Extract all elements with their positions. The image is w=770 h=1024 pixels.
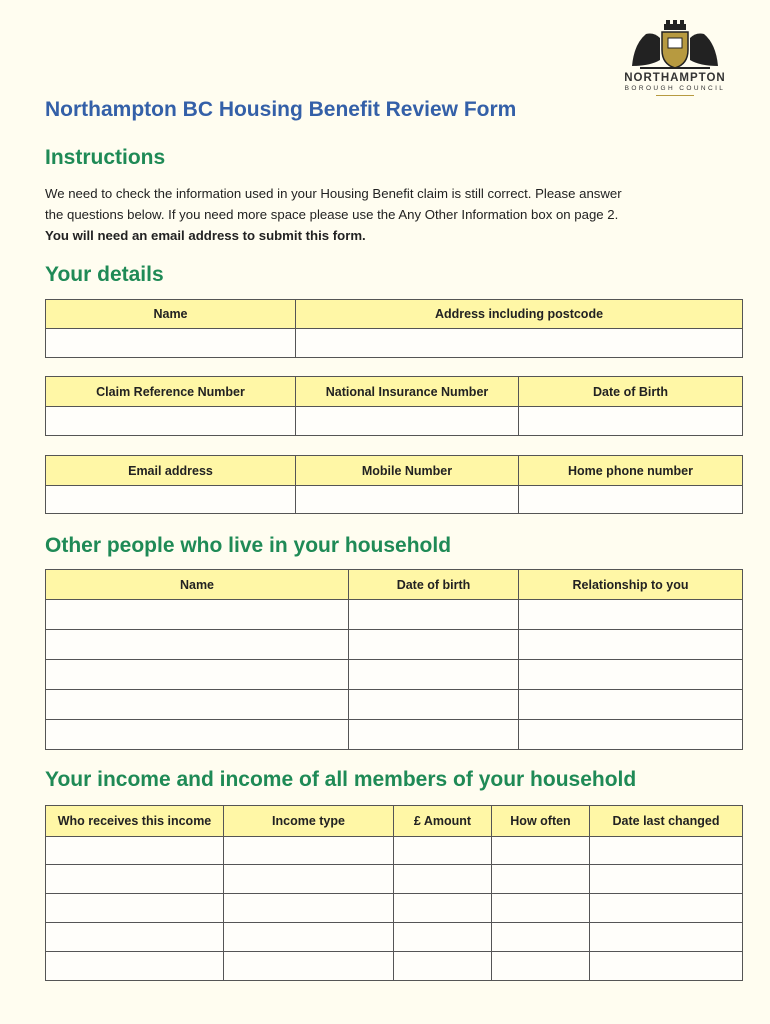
household-dob-cell[interactable]: [349, 720, 519, 750]
instructions-text: [45, 183, 735, 246]
income-date-cell[interactable]: [590, 923, 743, 952]
table-row: [46, 952, 743, 981]
household-header-relationship: Relationship to you: [519, 570, 743, 600]
income-table: [45, 805, 743, 981]
income-heading: Your income and income of all members of your household: [45, 768, 637, 791]
income-frequency-cell[interactable]: [492, 952, 590, 981]
household-name-cell[interactable]: [46, 660, 349, 690]
header-name: Name: [46, 300, 296, 329]
household-name-cell[interactable]: [46, 630, 349, 660]
income-type-cell[interactable]: [224, 837, 394, 865]
household-dob-cell[interactable]: [349, 690, 519, 720]
instructions-line-2: the questions below. If you need more space please use the Any Other Information box on page 2.: [45, 207, 619, 222]
household-header-name: Name: [46, 570, 349, 600]
logo-divider: [656, 95, 694, 96]
coat-of-arms-icon: [620, 20, 730, 72]
mobile-field[interactable]: [296, 486, 519, 514]
income-header-frequency: How often: [492, 806, 590, 837]
household-dob-cell[interactable]: [349, 660, 519, 690]
income-header-date-changed: Date last changed: [590, 806, 743, 837]
instructions-line-1: We need to check the information used in your Housing Benefit claim is still correct. Please answer: [45, 186, 622, 201]
table-row: [46, 923, 743, 952]
household-name-cell[interactable]: [46, 600, 349, 630]
household-relationship-cell[interactable]: [519, 720, 743, 750]
income-frequency-cell[interactable]: [492, 923, 590, 952]
address-field[interactable]: [296, 329, 743, 358]
table-row: [46, 837, 743, 865]
household-relationship-cell[interactable]: [519, 630, 743, 660]
income-date-cell[interactable]: [590, 837, 743, 865]
email-field[interactable]: [46, 486, 296, 514]
your-details-heading: Your details: [45, 263, 164, 286]
income-date-cell[interactable]: [590, 952, 743, 981]
details-table-reference: [45, 376, 743, 436]
household-relationship-cell[interactable]: [519, 690, 743, 720]
income-header-recipient: Who receives this income: [46, 806, 224, 837]
income-type-cell[interactable]: [224, 923, 394, 952]
income-frequency-cell[interactable]: [492, 837, 590, 865]
table-row: [46, 630, 743, 660]
header-date-of-birth: Date of Birth: [519, 377, 743, 407]
table-row: [46, 865, 743, 894]
income-amount-cell[interactable]: [394, 952, 492, 981]
date-of-birth-field[interactable]: [519, 407, 743, 436]
logo-subtitle: BOROUGH COUNCIL: [624, 85, 726, 92]
income-type-cell[interactable]: [224, 865, 394, 894]
income-header-type: Income type: [224, 806, 394, 837]
instructions-heading: Instructions: [45, 146, 166, 169]
income-amount-cell[interactable]: [394, 894, 492, 923]
form-title: Northampton BC Housing Benefit Review Form: [45, 98, 517, 121]
header-email: Email address: [46, 456, 296, 486]
income-header-amount: £ Amount: [394, 806, 492, 837]
income-recipient-cell[interactable]: [46, 865, 224, 894]
household-relationship-cell[interactable]: [519, 660, 743, 690]
header-address: Address including postcode: [296, 300, 743, 329]
income-recipient-cell[interactable]: [46, 894, 224, 923]
table-row: [46, 720, 743, 750]
table-row: [46, 660, 743, 690]
header-home-phone: Home phone number: [519, 456, 743, 486]
claim-reference-field[interactable]: [46, 407, 296, 436]
national-insurance-field[interactable]: [296, 407, 519, 436]
instructions-line-3: You will need an email address to submit this form.: [45, 228, 366, 243]
household-header-dob: Date of birth: [349, 570, 519, 600]
header-national-insurance: National Insurance Number: [296, 377, 519, 407]
header-mobile: Mobile Number: [296, 456, 519, 486]
income-amount-cell[interactable]: [394, 837, 492, 865]
header-claim-reference: Claim Reference Number: [46, 377, 296, 407]
household-relationship-cell[interactable]: [519, 600, 743, 630]
income-frequency-cell[interactable]: [492, 865, 590, 894]
household-table: [45, 569, 743, 750]
household-name-cell[interactable]: [46, 690, 349, 720]
income-amount-cell[interactable]: [394, 923, 492, 952]
name-field[interactable]: [46, 329, 296, 358]
income-recipient-cell[interactable]: [46, 923, 224, 952]
income-amount-cell[interactable]: [394, 865, 492, 894]
income-type-cell[interactable]: [224, 952, 394, 981]
household-name-cell[interactable]: [46, 720, 349, 750]
table-row: [46, 690, 743, 720]
income-frequency-cell[interactable]: [492, 894, 590, 923]
council-logo: [620, 20, 730, 100]
logo-name: NORTHAMPTON: [624, 72, 726, 84]
table-row: [46, 600, 743, 630]
table-row: [46, 894, 743, 923]
details-table-contact: [45, 455, 743, 514]
details-table-name-address: [45, 299, 743, 358]
income-recipient-cell[interactable]: [46, 952, 224, 981]
income-date-cell[interactable]: [590, 894, 743, 923]
home-phone-field[interactable]: [519, 486, 743, 514]
household-dob-cell[interactable]: [349, 630, 519, 660]
income-type-cell[interactable]: [224, 894, 394, 923]
household-heading: Other people who live in your household: [45, 534, 452, 557]
household-dob-cell[interactable]: [349, 600, 519, 630]
income-date-cell[interactable]: [590, 865, 743, 894]
income-recipient-cell[interactable]: [46, 837, 224, 865]
